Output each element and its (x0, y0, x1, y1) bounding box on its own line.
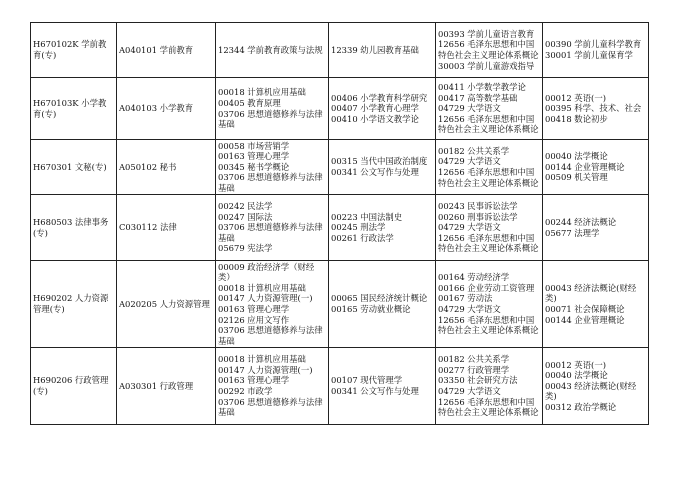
course-item: 03706 思想道德修养与法律基础 (218, 172, 323, 193)
course-item: 00393 学前儿童语言教育 (438, 28, 535, 39)
course-item: 12344 学前教育政策与法规 (218, 44, 323, 55)
course-cell-c6 (543, 195, 649, 261)
course-cell-c6 (543, 140, 649, 195)
course-item: 03706 思想道德修养与法律基础 (218, 325, 323, 346)
major-cell: C030112 法律 (117, 195, 216, 261)
course-item: 00407 小学教育心理学 (331, 103, 419, 114)
course-item: 00410 小学语文教学论 (331, 113, 419, 124)
course-item: 00277 行政管理学 (438, 364, 510, 375)
course-item: 00018 计算机应用基础 (218, 87, 306, 98)
course-item: 00312 政治学概论 (545, 401, 617, 412)
course-item: 00058 市场营销学 (218, 140, 290, 151)
course-cell-c6 (543, 348, 649, 425)
course-item: 03706 思想道德修养与法律基础 (218, 396, 323, 418)
course-item: 00182 公共关系学 (438, 145, 510, 156)
course-cell-c4 (329, 348, 436, 425)
course-item: 30003 学前儿童游戏指导 (438, 60, 535, 71)
course-item: 00165 劳动就业概论 (331, 304, 411, 314)
specialty-cell: H690202 人力资源管理(专) (31, 261, 117, 348)
course-item: 00244 经济法概论 (545, 216, 617, 227)
course-item: 03350 社会研究方法 (438, 375, 518, 386)
course-item: 00012 英语(一) (545, 359, 606, 370)
course-item: 12339 幼儿园教育基础 (331, 44, 419, 55)
course-item: 00163 管理心理学 (218, 304, 290, 314)
course-cell-c3 (216, 348, 329, 425)
table-row (31, 78, 649, 140)
course-item: 00164 劳动经济学 (438, 272, 510, 283)
course-item: 00144 企业管理概论 (545, 161, 625, 172)
course-item: 12656 毛泽东思想和中国特色社会主义理论体系概论 (438, 113, 539, 135)
course-item: 00107 现代管理学 (331, 375, 403, 386)
course-cell-c5 (436, 23, 543, 78)
course-item: 03706 思想道德修养与法律基础 (218, 108, 323, 130)
course-item: 00315 当代中国政治制度 (331, 156, 428, 167)
course-item: 00341 公文写作与处理 (331, 167, 419, 177)
course-item: 00040 法学概论 (545, 151, 608, 162)
course-item: 04729 大学语文 (438, 103, 501, 114)
table-row (31, 261, 649, 348)
course-item: 00345 秘书学概论 (218, 161, 290, 172)
course-item: 00166 企业劳动工资管理 (438, 282, 535, 293)
course-item: 02126 应用文写作 (218, 314, 290, 325)
course-cell-c4 (329, 78, 436, 140)
course-cell-c5 (436, 195, 543, 261)
course-item: 00167 劳动法 (438, 293, 493, 304)
course-cell-c4 (329, 23, 436, 78)
course-cell-c6 (543, 23, 649, 78)
course-item: 12656 毛泽东思想和中国特色社会主义理论体系概论 (438, 396, 539, 418)
course-item: 05679 宪法学 (218, 243, 273, 254)
course-item: 00247 国际法 (218, 211, 273, 222)
course-item: 00018 计算机应用基础 (218, 354, 306, 365)
course-item: 12656 毛泽东思想和中国特色社会主义理论体系概论 (438, 232, 539, 254)
table-row (31, 348, 649, 425)
course-item: 00395 科学、技术、社会 (545, 103, 642, 114)
table-row (31, 195, 649, 261)
course-item: 00071 社会保障概论 (545, 304, 625, 314)
course-cell-c3 (216, 195, 329, 261)
course-item: 00341 公文写作与处理 (331, 386, 419, 396)
course-item: 00417 高等数学基础 (438, 92, 518, 103)
course-cell-c3 (216, 23, 329, 78)
course-item: 00260 刑事诉讼法学 (438, 211, 518, 222)
course-item: 04729 大学语文 (438, 156, 501, 167)
course-item: 00418 数论初步 (545, 113, 608, 124)
course-item: 00245 刑法学 (331, 222, 386, 233)
course-item: 12656 毛泽东思想和中国特色社会主义理论体系概论 (438, 167, 539, 188)
major-cell: A050102 秘书 (117, 140, 216, 195)
specialty-cell: H680503 法律事务(专) (31, 195, 117, 261)
course-item: 04729 大学语文 (438, 304, 501, 314)
course-cell-c3 (216, 140, 329, 195)
course-cell-c5 (436, 261, 543, 348)
course-cell-c4 (329, 195, 436, 261)
course-item: 00390 学前儿童科学教育 (545, 39, 642, 50)
course-item: 00509 机关管理 (545, 172, 608, 183)
course-item: 00406 小学教育科学研究 (331, 92, 428, 103)
course-table-sheet (30, 22, 649, 425)
course-item: 04729 大学语文 (438, 222, 501, 233)
course-item: 00182 公共关系学 (438, 354, 510, 365)
course-cell-c4 (329, 261, 436, 348)
course-item: 00144 企业管理概论 (545, 314, 625, 325)
course-item: 00292 市政学 (218, 386, 273, 396)
major-cell: A040103 小学教育 (117, 78, 216, 140)
course-item: 12656 毛泽东思想和中国特色社会主义理论体系概论 (438, 314, 539, 336)
major-cell: A030301 行政管理 (117, 348, 216, 425)
course-cell-c5 (436, 348, 543, 425)
course-item: 00163 管理心理学 (218, 375, 290, 386)
course-item: 00040 法学概论 (545, 370, 608, 381)
table-row (31, 23, 649, 78)
specialty-cell: H670103K 小学教育(专) (31, 78, 117, 140)
course-item: 00147 人力资源管理(一) (218, 293, 313, 304)
course-item: 00223 中国法制史 (331, 211, 403, 222)
specialty-cell: H690206 行政管理(专) (31, 348, 117, 425)
specialty-cell: H670301 文秘(专) (31, 140, 117, 195)
course-item: 00012 英语(一) (545, 92, 606, 103)
course-item: 04729 大学语文 (438, 386, 501, 396)
course-item: 03706 思想道德修养与法律基础 (218, 222, 323, 243)
course-item: 00405 教育原理 (218, 97, 281, 108)
course-item: 12656 毛泽东思想和中国特色社会主义理论体系概论 (438, 39, 539, 60)
course-cell-c5 (436, 78, 543, 140)
major-cell: A040101 学前教育 (117, 23, 216, 78)
course-item: 00018 计算机应用基础 (218, 282, 306, 293)
course-table (30, 22, 649, 425)
course-cell-c5 (436, 140, 543, 195)
course-item: 00411 小学数学教学论 (438, 82, 526, 93)
major-cell: A020205 人力资源管理 (117, 261, 216, 348)
course-cell-c4 (329, 140, 436, 195)
course-table-body (31, 23, 649, 425)
course-item: 00043 经济法概论(财经类) (545, 282, 637, 304)
course-cell-c6 (543, 261, 649, 348)
table-row (31, 140, 649, 195)
course-item: 00163 管理心理学 (218, 151, 290, 162)
course-item: 30001 学前儿童保育学 (545, 50, 633, 60)
course-item: 00043 经济法概论(财经类) (545, 380, 637, 402)
course-item: 00243 民事诉讼法学 (438, 201, 518, 212)
course-cell-c3 (216, 261, 329, 348)
course-item: 05677 法理学 (545, 227, 600, 238)
course-cell-c3 (216, 78, 329, 140)
course-item: 00242 民法学 (218, 201, 273, 212)
specialty-cell: H670102K 学前教育(专) (31, 23, 117, 78)
course-item: 00065 国民经济统计概论 (331, 293, 428, 304)
course-item: 00147 人力资源管理(一) (218, 364, 313, 375)
course-item: 00009 政治经济学（财经类） (218, 261, 315, 283)
course-cell-c6 (543, 78, 649, 140)
course-item: 00261 行政法学 (331, 232, 394, 243)
